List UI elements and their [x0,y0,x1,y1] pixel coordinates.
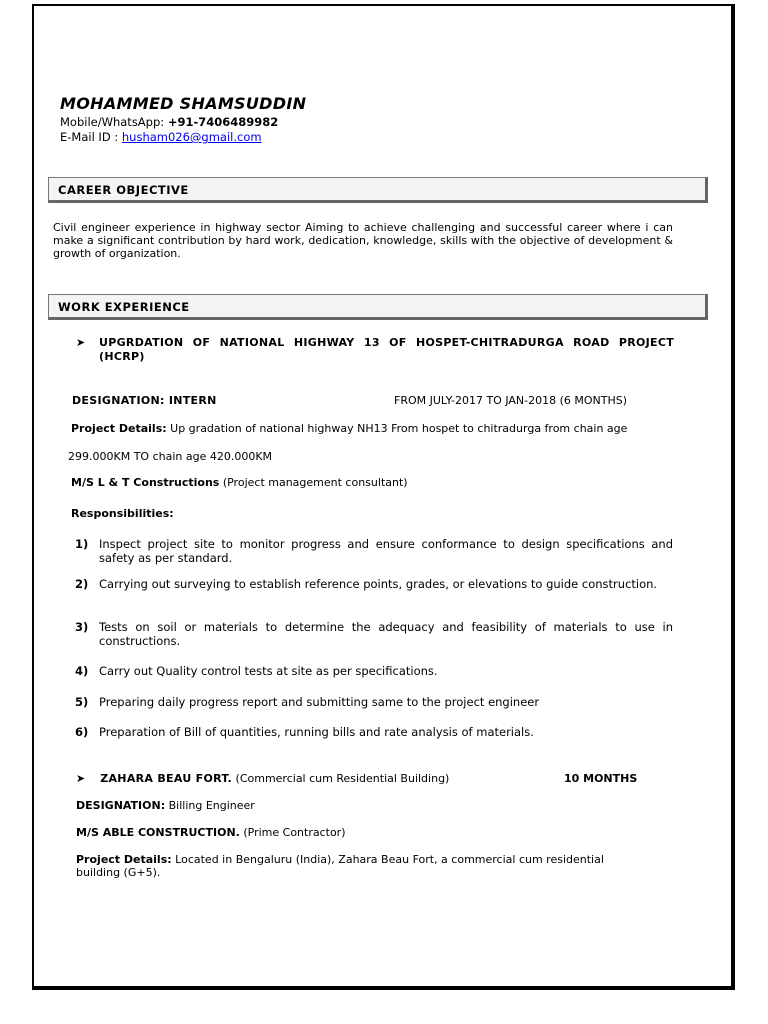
page-border [32,4,735,990]
project2-company-line [76,826,346,839]
career-objective-heading: CAREER OBJECTIVE [58,183,189,197]
responsibility-item [75,620,673,648]
project1-title-text: UPGRDATION OF NATIONAL HIGHWAY 13 OF HOSPET-CHITRADURGA ROAD PROJECT (HCRP) [99,336,674,363]
responsibility-item [75,537,673,565]
responsibility-item [75,664,673,678]
project2-title-suffix: (Commercial cum Residential Building) [235,772,450,785]
responsibility-num: 6) [75,725,89,739]
project2-company-role: (Prime Contractor) [243,826,346,839]
project1-details-text2: 299.000KM TO chain age 420.000KM [68,450,273,463]
responsibility-text: Inspect project site to monitor progress and ensure conformance to design specifications and safety as per standard. [99,537,673,565]
project1-details-label: Project Details: [71,422,167,435]
career-objective-header [48,177,708,203]
responsibility-text: Carry out Quality control tests at site as per specifications. [99,664,438,678]
project1-details-text: Up gradation of national highway NH13 From hospet to chitradurga from chain age [170,422,628,435]
responsibility-text: Preparing daily progress report and submitting same to the project engineer [99,695,540,709]
mobile-value: +91-7406489982 [167,115,279,129]
email-label: E-Mail ID : [60,130,119,144]
responsibility-text: Preparation of Bill of quantities, running bills and rate analysis of materials. [99,725,534,739]
responsibility-num: 4) [75,664,89,678]
project2-company: M/S ABLE CONSTRUCTION. [76,826,240,839]
email-link[interactable]: husham026@gmail.com [121,130,262,144]
project2-designation-value: Billing Engineer [168,799,255,812]
responsibility-text: Carrying out surveying to establish reference points, grades, or elevations to guide construction. [99,577,658,591]
project2-details [76,853,646,879]
responsibility-num: 3) [75,620,89,634]
project2-details-label: Project Details: [76,853,172,866]
project1-details [71,422,627,435]
work-experience-header [48,294,708,320]
responsibility-num: 5) [75,695,89,709]
responsibility-num: 2) [75,577,89,591]
career-objective-text: Civil engineer experience in highway sector Aiming to achieve challenging and successful career where i can make a significant contribution by hard work, dedication, knowledge, skills with the objective of development & growth of organization. [53,221,673,260]
project1-company-line [71,476,408,489]
bullet-arrow-icon: ➤ [76,772,86,785]
responsibility-text: Tests on soil or materials to determine the adequacy and feasibility of materials to use in constructions. [99,620,673,648]
responsibility-num: 1) [75,537,89,551]
project2-details-text: Located in Bengaluru (India), Zahara Beau Fort, a commercial cum residential building (G+5). [76,853,604,879]
mobile-line [60,115,278,129]
candidate-name: MOHAMMED SHAMSUDDIN [60,94,307,113]
work-experience-heading: WORK EXPERIENCE [58,300,190,314]
project2-title: ZAHARA BEAU FORT. [100,772,233,785]
email-line [60,130,262,144]
project1-company: M/S L & T Constructions [71,476,220,489]
bullet-arrow-icon: ➤ [76,336,86,349]
project1-period: FROM JULY-2017 TO JAN-2018 (6 MONTHS) [394,394,628,407]
project2-designation-label: DESIGNATION: [76,799,166,812]
project2-duration: 10 MONTHS [564,772,638,785]
project1-title [76,336,674,364]
mobile-label: Mobile/WhatsApp: [60,115,165,129]
project2-title-line [76,772,449,785]
responsibility-item [75,577,673,591]
responsibilities-label: Responsibilities: [71,507,174,520]
responsibility-item [75,695,673,709]
project1-designation: DESIGNATION: INTERN [72,394,217,407]
project2-designation-line [76,799,255,812]
responsibility-item [75,725,673,739]
project1-company-role: (Project management consultant) [222,476,408,489]
